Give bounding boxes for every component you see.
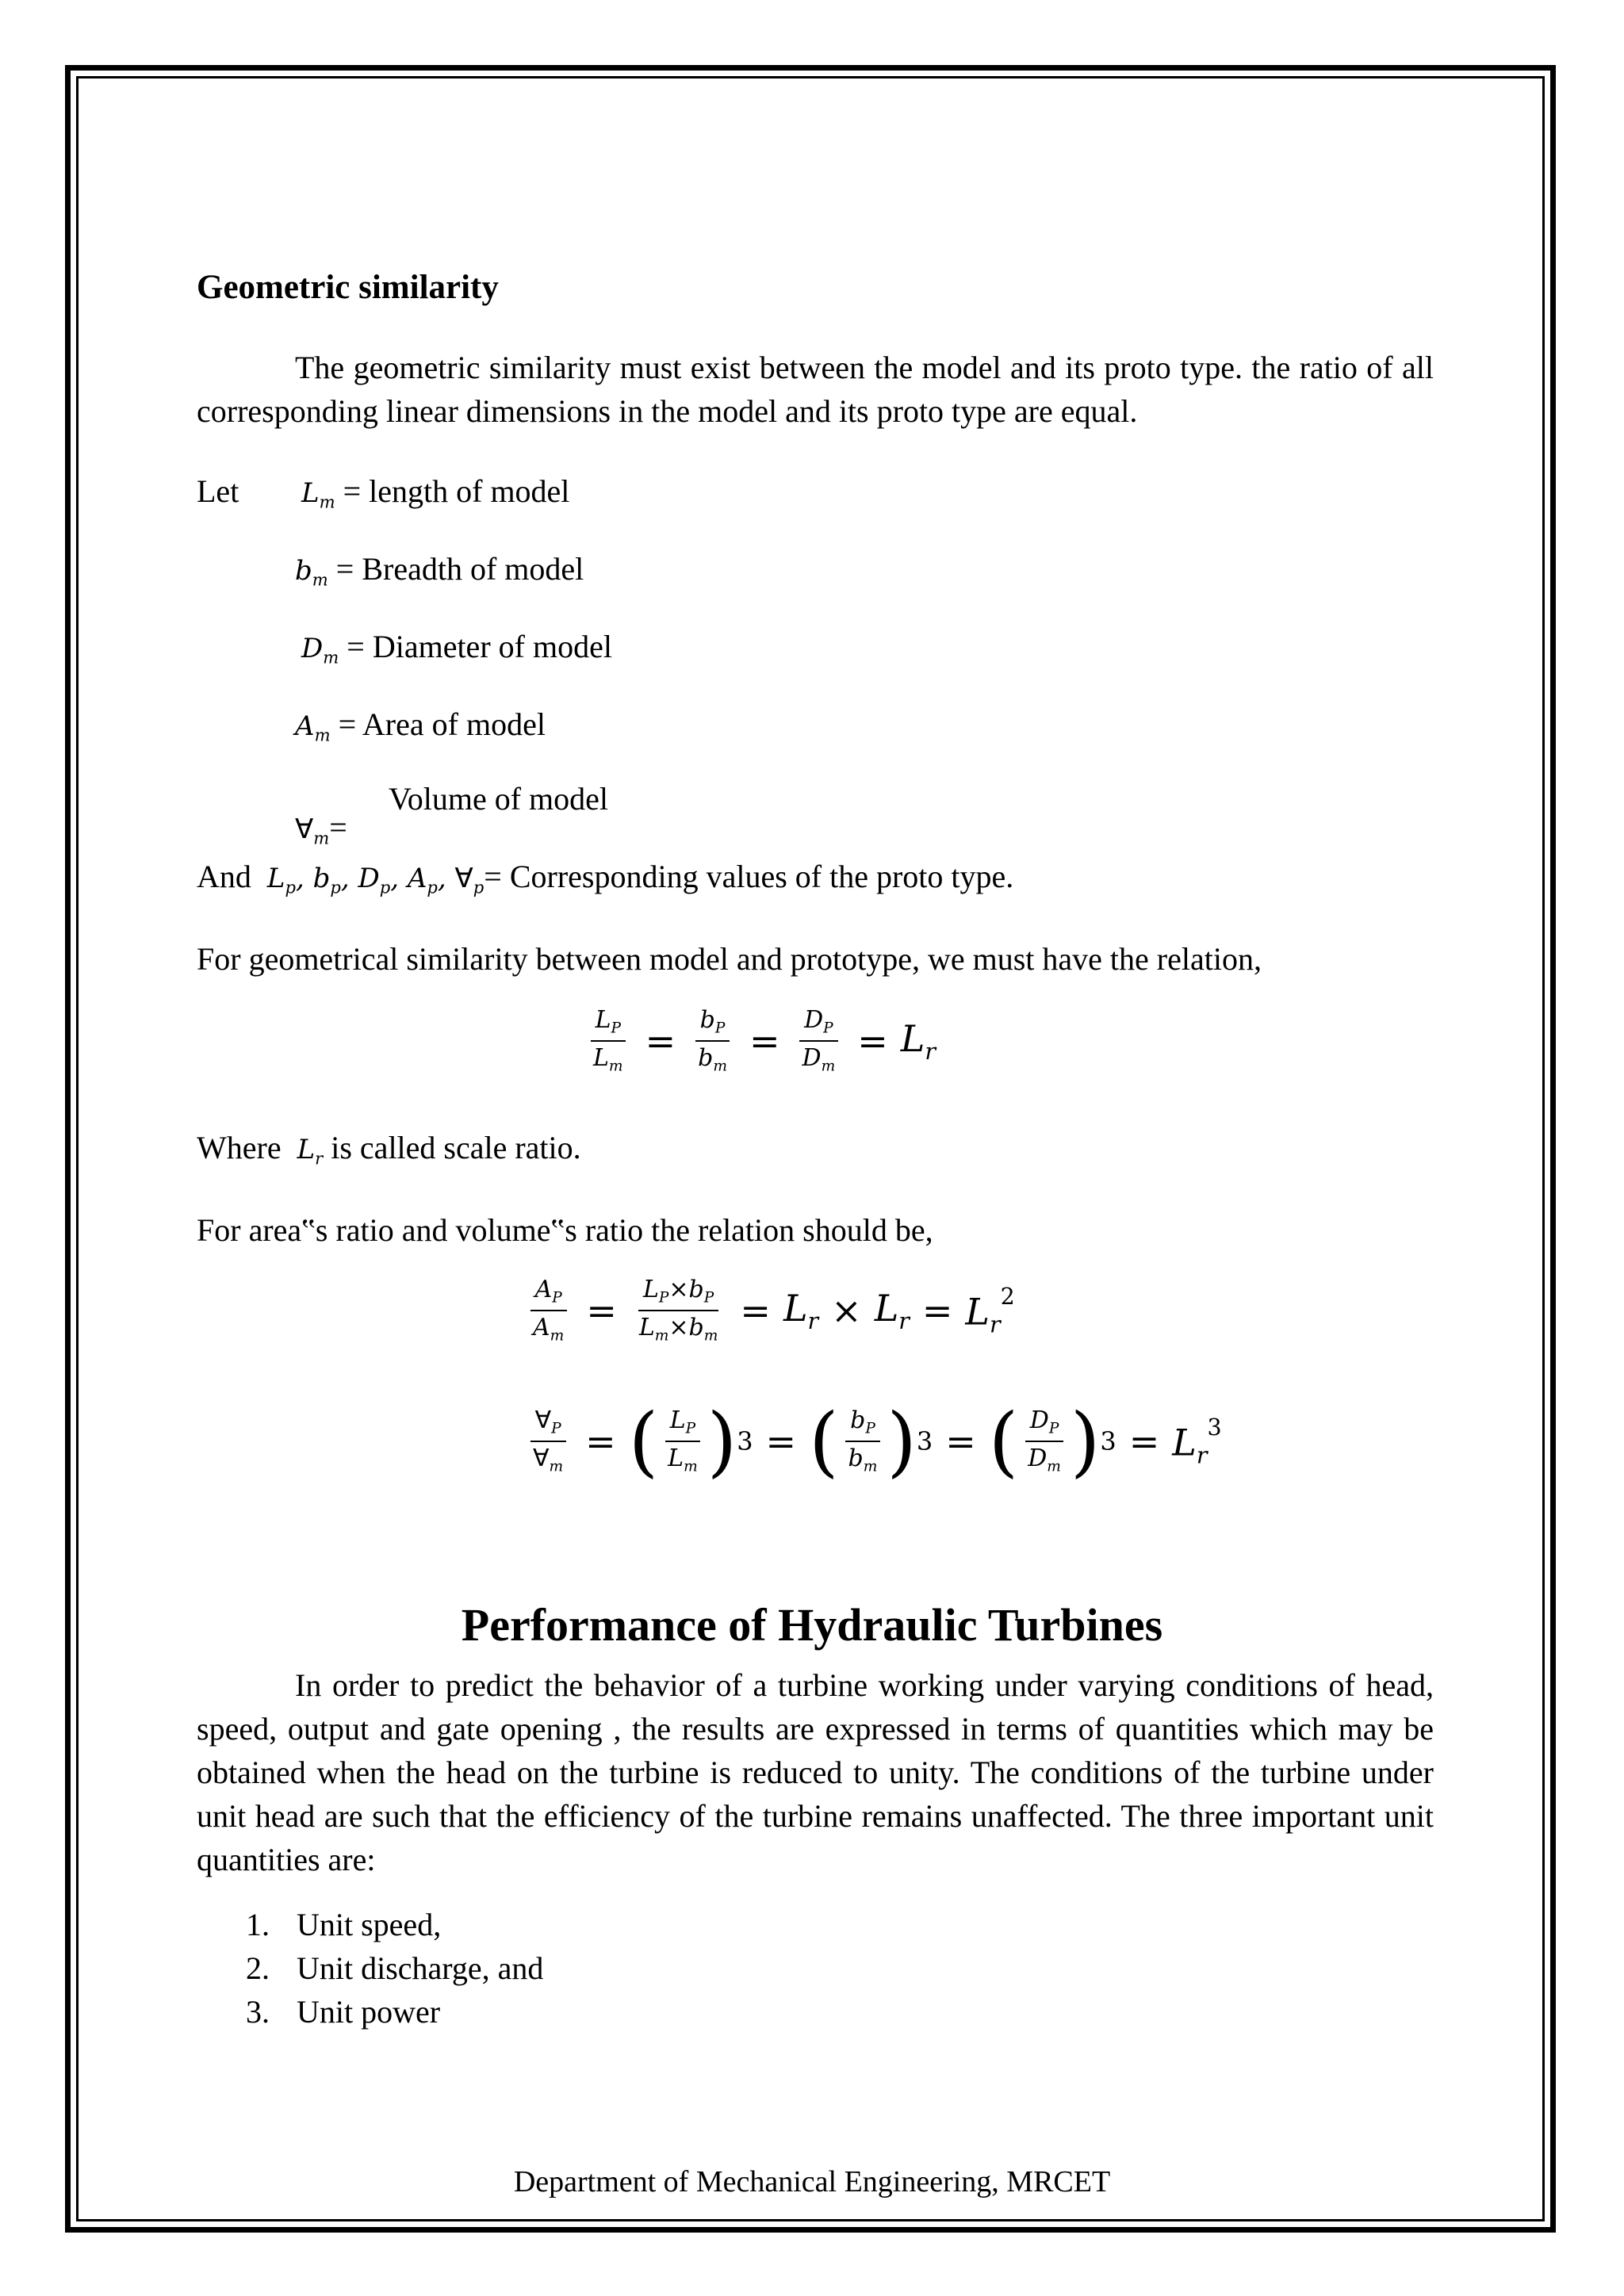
intro-paragraph: The geometric similarity must exist between the model and its proto type. the ratio of all corresponding linear dimensions in the model and its proto type are equal. xyxy=(197,350,1434,429)
and-line: And $L_p$, $b_p$, $D_p$, $A_p$, $\forall_p=$ Corresponding values of the proto type. xyxy=(197,859,1014,897)
equation-volume-ratio: $\frac{\forall_P}{\forall_m}$ = ( $\frac{L_P}{L_m}$ ) 3 = ( $\frac{b_P}{b_m}$ ) 3 = ( $\frac{D_P}{D_m}$ ) 3 = $L_r^3$ xyxy=(523,1403,1222,1479)
relation-text: For geometrical similarity between model and prototype, we must have the relation, xyxy=(197,941,1262,977)
definition-breadth: $b_m$ = Breadth of model xyxy=(295,551,584,590)
equation-area-ratio: $\frac{A_P}{A_m}$ = $\frac{L_P\times b_P}{L_m\times b_m}$ = $L_r$ × $L_r$ = $L_r^2$ xyxy=(523,1276,1015,1345)
area-volume-text: For area‟s ratio and volume‟s ratio the relation should be, xyxy=(197,1212,933,1248)
list-item: 2. Unit discharge, and xyxy=(246,1950,544,1986)
list-item: 1. Unit speed, xyxy=(246,1907,442,1942)
page-footer: Department of Mechanical Engineering, MRCET xyxy=(513,2165,1111,2198)
unit-quantities-list xyxy=(246,1903,543,2034)
definition-volume-symbol: $\forall_m=$ xyxy=(295,809,347,848)
list-item: 3. Unit power xyxy=(246,1994,441,2030)
where-line: Where $L_r$ is called scale ratio. xyxy=(197,1130,581,1169)
definition-length: $L_m$ = length of model xyxy=(301,473,570,512)
definition-volume-text: Volume of model xyxy=(389,781,609,817)
equation-scale-ratio: $\frac{L_P}{L_m}$ = $\frac{b_P}{b_m}$ = $\frac{D_P}{D_m}$ = $L_r$ xyxy=(584,1007,936,1075)
performance-paragraph: In order to predict the behavior of a turbine working under varying conditions of head, speed, output and gate opening , the results are expressed in terms of quantities which may be obtained when the head on the turbine is reduced to unity. The conditions of the turbine under unit head are such that the efficiency of the turbine remains unaffected. The three important unit quantities are: xyxy=(197,1667,1434,1877)
definition-area: $A_m$ = Area of model xyxy=(295,706,546,745)
let-label: Let xyxy=(197,473,239,509)
section-heading-geometric: Geometric similarity xyxy=(197,269,499,306)
section-heading-performance: Performance of Hydraulic Turbines xyxy=(461,1599,1163,1651)
definition-diameter: $D_m$ = Diameter of model xyxy=(301,629,612,668)
